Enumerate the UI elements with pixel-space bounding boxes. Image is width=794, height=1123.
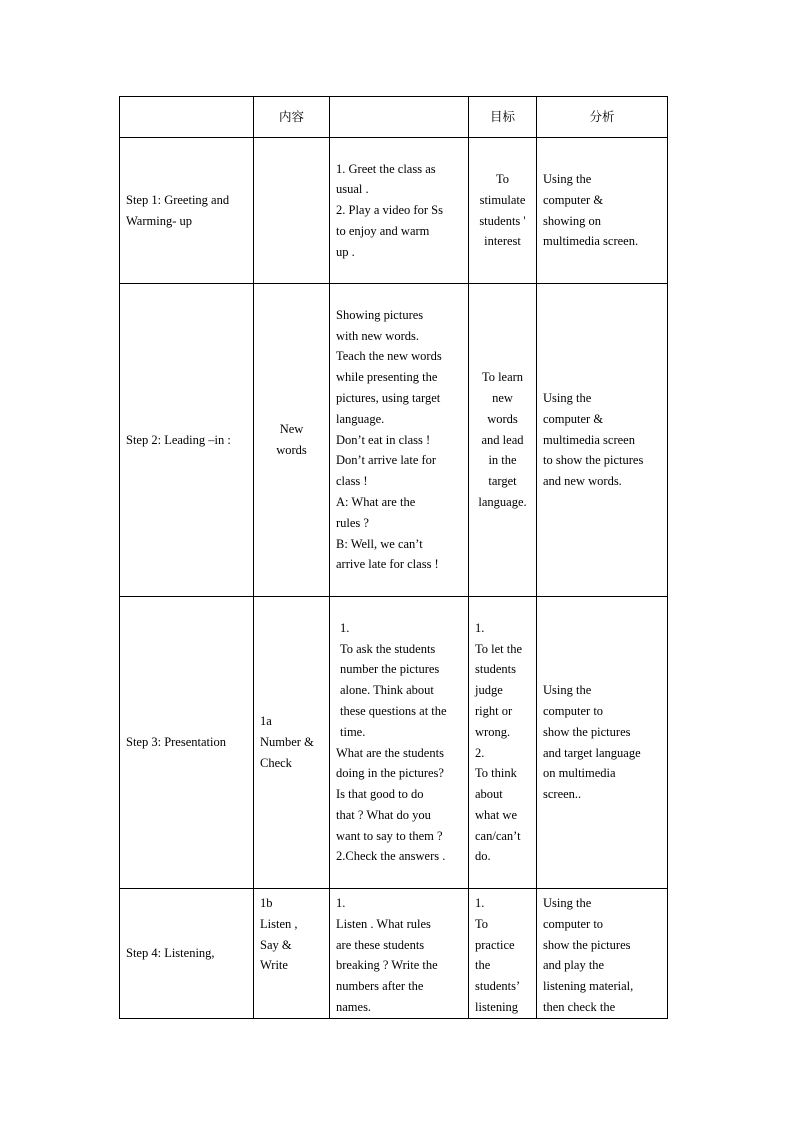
text-line: students ' [479, 213, 526, 228]
activities-cell [330, 889, 469, 1019]
text-line: practice [475, 937, 515, 952]
text-line: what we [475, 807, 517, 822]
text-line: 1a [260, 714, 272, 729]
header-cell-content: 内容 [254, 97, 330, 138]
text-line: Step 4: Listening, [126, 945, 215, 960]
text-line: multimedia screen [543, 432, 635, 447]
text-line: To think [475, 766, 517, 781]
text-line: judge [475, 683, 503, 698]
text-line: 2.Check the answers . [336, 849, 446, 864]
text-line: class ! [336, 474, 368, 489]
text-line: and new words. [543, 474, 622, 489]
content-cell [254, 889, 330, 1019]
text-line: stimulate [479, 192, 526, 207]
text-line: show the pictures [543, 724, 631, 739]
text-line: To learn [481, 370, 524, 385]
analysis-cell [537, 138, 668, 284]
text-line: usual . [336, 182, 369, 197]
text-line: are these students [336, 937, 425, 952]
text-line: To let the [475, 641, 523, 656]
text-line: on multimedia [543, 766, 616, 781]
text-line: number the pictures [340, 662, 440, 677]
text-line: 1. [475, 896, 485, 910]
lesson-plan-table [119, 96, 668, 1019]
text-line: Step 3: Presentation [126, 735, 226, 750]
text-line: Using the [543, 171, 592, 186]
text-line: 1. [336, 896, 346, 910]
text-line: 2. Play a video for Ss [336, 203, 443, 218]
analysis-cell [537, 597, 668, 889]
text-line: Step 1: Greeting and [126, 192, 230, 207]
text-line: the [475, 958, 491, 973]
text-line: breaking ? Write the [336, 958, 438, 973]
text-line: numbers after the [336, 979, 424, 994]
activities-cell [330, 138, 469, 284]
text-line: computer & [543, 411, 604, 426]
text-line: screen.. [543, 787, 582, 802]
text-line: Check [260, 755, 292, 770]
step-cell [120, 889, 254, 1019]
text-line: want to say to them ? [336, 828, 443, 843]
content-cell [254, 138, 330, 284]
text-line: Don’t arrive late for [336, 453, 437, 468]
analysis-cell [537, 889, 668, 1019]
goal-cell [469, 597, 537, 889]
activities-cell [330, 284, 469, 597]
text-line: rules ? [336, 515, 369, 530]
text-line: interest [484, 234, 521, 249]
text-line: Teach the new words [336, 349, 442, 364]
text-line: computer & [543, 192, 604, 207]
table-row [120, 138, 668, 284]
text-line: to enjoy and warm [336, 223, 430, 238]
text-line: words [487, 411, 518, 426]
text-line: with new words. [336, 328, 419, 343]
text-line: Say & [260, 937, 292, 952]
table-row [120, 597, 668, 889]
text-line: arrive late for class ! [336, 557, 439, 572]
text-line: 1. [475, 620, 485, 635]
text-line: Showing pictures [336, 307, 424, 322]
text-line: words [276, 443, 307, 457]
goal-cell [469, 138, 537, 284]
header-cell-activities [330, 97, 469, 138]
content-cell [254, 597, 330, 889]
text-line: 1. Greet the class as [336, 161, 436, 176]
text-line: To ask the students [340, 641, 436, 656]
goal-cell [469, 889, 537, 1019]
step-line-justified [126, 190, 247, 211]
text-line: Don’t eat in class ! [336, 432, 431, 447]
analysis-cell [537, 284, 668, 597]
text-line: New [279, 422, 304, 437]
text-line: Using the [543, 391, 592, 405]
text-line: students [475, 662, 516, 677]
text-line: doing in the pictures? [336, 766, 444, 781]
text-line: Warming- up [126, 213, 192, 228]
table-row [120, 889, 668, 1019]
text-line: Listen , [260, 916, 298, 931]
text-line: do. [475, 849, 491, 864]
text-line: pictures, using target [336, 391, 441, 405]
text-line: listening [475, 999, 519, 1014]
text-line: 2. [475, 745, 485, 760]
text-line: Using the [543, 896, 592, 910]
step-cell [120, 284, 254, 597]
text-line: alone. Think about [340, 683, 434, 698]
text-line: in the [488, 453, 517, 468]
text-line: Number & [260, 735, 314, 750]
text-line: Write [260, 958, 288, 973]
text-line: these questions at the [340, 703, 447, 718]
text-line: language. [478, 494, 527, 509]
text-line: Listen . What rules [336, 916, 431, 931]
text-line: computer to [543, 916, 604, 931]
activities-cell [330, 597, 469, 889]
text-line: computer to [543, 703, 604, 718]
text-line: multimedia screen. [543, 234, 639, 249]
text-line: to show the pictures [543, 453, 644, 468]
text-line: can/can’t [475, 828, 521, 843]
cell-inner [330, 889, 468, 1018]
header-cell-step [120, 97, 254, 138]
text-line: names. [336, 999, 372, 1014]
content-cell [254, 284, 330, 597]
text-line: Using the [543, 683, 592, 698]
text-line: while presenting the [336, 370, 438, 385]
text-line: and play the [543, 958, 605, 973]
text-line: language. [336, 411, 385, 426]
text-line: and lead [481, 432, 524, 447]
table-row [120, 284, 668, 597]
text-line: listening material, [543, 979, 634, 994]
text-line: time. [340, 724, 366, 739]
text-line: and target language [543, 745, 641, 760]
text-line: right or [475, 703, 513, 718]
text-line: show the pictures [543, 937, 631, 952]
step-cell [120, 138, 254, 284]
cell-inner [254, 889, 329, 976]
text-line: 1. [340, 620, 350, 635]
text-line: students’ [475, 979, 521, 994]
text-line: then check the [543, 999, 616, 1014]
text-line: that ? What do you [336, 807, 431, 822]
text-line: up . [336, 244, 355, 259]
step-cell [120, 597, 254, 889]
text-line: Step 2: Leading –in : [126, 432, 231, 447]
text-line: Is that good to do [336, 787, 424, 802]
header-cell-analysis: 分析 [537, 97, 668, 138]
text-line: A: What are the [336, 494, 416, 509]
text-line: 1b [260, 896, 273, 910]
text-line: showing on [543, 213, 601, 228]
text-line: B: Well, we can’t [336, 536, 423, 551]
text-line: To [475, 916, 489, 931]
text-line: about [475, 787, 503, 802]
text-line: wrong. [475, 724, 511, 739]
cell-inner [469, 889, 536, 1018]
header-cell-goal: 目标 [469, 97, 537, 138]
text-line: new [492, 391, 513, 405]
table-header-row [120, 97, 668, 138]
text-line: target [488, 474, 517, 489]
text-line: What are the students [336, 745, 444, 760]
text-line: To [495, 171, 509, 186]
goal-cell [469, 284, 537, 597]
cell-inner [537, 889, 667, 1018]
